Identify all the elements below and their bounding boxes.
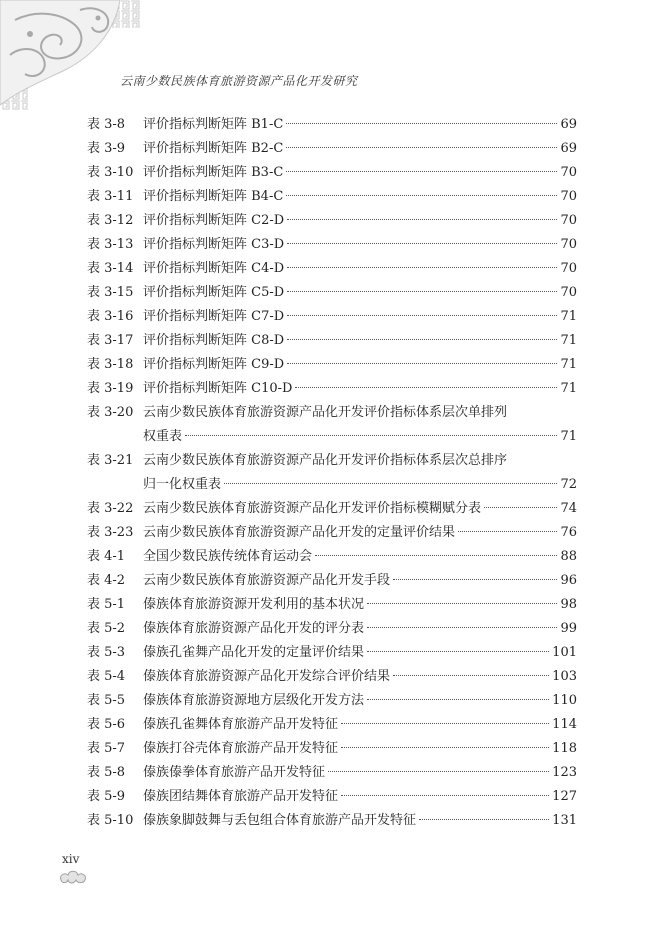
table-of-tables: [87, 113, 577, 833]
dot-leader: [287, 230, 557, 244]
toc-entry-page: 70: [560, 237, 577, 252]
toc-entry-page: 69: [560, 141, 577, 156]
dot-leader: [224, 470, 557, 484]
toc-entry-number: 表 3-16: [87, 309, 134, 324]
dot-leader: [286, 182, 557, 196]
toc-entry-number: 表 3-9: [87, 141, 126, 156]
toc-entry-title: 傣族团结舞体育旅游产品开发特征: [143, 789, 339, 804]
toc-entry-title-continuation: 归一化权重表: [143, 477, 222, 492]
toc-entry-page: 69: [560, 117, 577, 132]
toc-entry-page: 88: [560, 549, 577, 564]
dot-leader: [185, 422, 557, 436]
toc-entry-number: 表 3-19: [87, 381, 134, 396]
toc-entry-number: 表 3-10: [87, 165, 134, 180]
dot-leader: [341, 710, 549, 724]
toc-entry-number: 表 3-20: [87, 405, 134, 420]
toc-entry-title: 傣族孔雀舞产品化开发的定量评价结果: [143, 645, 365, 660]
toc-entry-title: 云南少数民族体育旅游资源产品化开发评价指标体系层次单排列: [143, 405, 508, 420]
toc-entry-page: 98: [560, 597, 577, 612]
dot-leader: [287, 206, 557, 220]
toc-entry[interactable]: [87, 377, 577, 401]
toc-entry-title: 傣族孔雀舞体育旅游产品开发特征: [143, 717, 339, 732]
dot-leader: [295, 374, 557, 388]
dot-leader: [367, 638, 549, 652]
toc-entry-page: 71: [560, 429, 577, 444]
page-number: xiv: [62, 852, 80, 866]
toc-entry-number: 表 3-12: [87, 213, 134, 228]
toc-entry-number: 表 5-2: [87, 621, 126, 636]
toc-entry-title: 云南少数民族体育旅游资源产品化开发评价指标体系层次总排序: [143, 453, 508, 468]
toc-entry-title: 评价指标判断矩阵 B2-C: [143, 141, 284, 156]
toc-entry-title: 云南少数民族体育旅游资源产品化开发的定量评价结果: [143, 525, 456, 540]
dot-leader: [367, 590, 557, 604]
toc-entry-page: 71: [560, 357, 577, 372]
toc-entry-title: 傣族体育旅游资源地方层级化开发方法: [143, 693, 365, 708]
toc-entry-number: 表 5-7: [87, 741, 126, 756]
toc-entry-title: 傣族体育旅游资源产品化开发综合评价结果: [143, 669, 391, 684]
toc-entry-title: 傣族傣拳体育旅游产品开发特征: [143, 765, 326, 780]
toc-entry-title: 傣族打谷壳体育旅游产品开发特征: [143, 741, 339, 756]
toc-entry-number: 表 3-15: [87, 285, 134, 300]
toc-entry-number: 表 5-1: [87, 597, 126, 612]
toc-entry-title: 评价指标判断矩阵 C9-D: [143, 357, 285, 372]
toc-entry-page: 96: [560, 573, 577, 588]
toc-entry-number: 表 5-6: [87, 717, 126, 732]
dot-leader: [315, 542, 557, 556]
toc-entry-title: 评价指标判断矩阵 B3-C: [143, 165, 284, 180]
toc-entry-number: 表 3-23: [87, 525, 134, 540]
dot-leader: [419, 806, 549, 820]
toc-entry-number: 表 3-8: [87, 117, 126, 132]
toc-entry-title: 评价指标判断矩阵 C4-D: [143, 261, 285, 276]
toc-entry-page: 70: [560, 285, 577, 300]
toc-entry-number: 表 4-2: [87, 573, 126, 588]
dot-leader: [287, 302, 557, 316]
toc-entry-title: 傣族体育旅游资源开发利用的基本状况: [143, 597, 365, 612]
toc-entry-page: 101: [552, 645, 577, 660]
toc-entry-page: 114: [552, 717, 577, 732]
dot-leader: [287, 278, 557, 292]
toc-entry-page: 131: [552, 813, 577, 828]
toc-entry-page: 127: [552, 789, 577, 804]
toc-entry-number: 表 3-11: [87, 189, 134, 204]
dot-leader: [287, 350, 557, 364]
dot-leader: [367, 686, 549, 700]
dot-leader: [286, 158, 557, 172]
toc-entry-number: 表 5-9: [87, 789, 126, 804]
toc-entry-title: 云南少数民族体育旅游资源产品化开发手段: [143, 573, 391, 588]
toc-entry-title: 评价指标判断矩阵 C7-D: [143, 309, 285, 324]
toc-entry-number: 表 5-4: [87, 669, 126, 684]
toc-entry-page: 110: [552, 693, 577, 708]
toc-entry-number: 表 3-21: [87, 453, 134, 468]
toc-entry-title: 评价指标判断矩阵 B1-C: [143, 117, 284, 132]
toc-entry-number: 表 5-10: [87, 813, 134, 828]
toc-entry-title: 评价指标判断矩阵 C3-D: [143, 237, 285, 252]
toc-entry-number: 表 3-13: [87, 237, 134, 252]
dot-leader: [367, 614, 557, 628]
toc-entry-page: 70: [560, 213, 577, 228]
toc-entry-title-continuation: 权重表: [143, 429, 183, 444]
toc-entry-number: 表 5-5: [87, 693, 126, 708]
toc-entry-number: 表 3-17: [87, 333, 134, 348]
dot-leader: [393, 662, 549, 676]
toc-entry-page: 71: [560, 333, 577, 348]
toc-entry-page: 71: [560, 381, 577, 396]
toc-entry-page: 99: [560, 621, 577, 636]
toc-entry-number: 表 5-8: [87, 765, 126, 780]
corner-cloud-ornament: [0, 0, 140, 110]
toc-entry-continuation[interactable]: [87, 425, 577, 449]
toc-entry-title: 全国少数民族传统体育运动会: [143, 549, 313, 564]
toc-entry-title: 评价指标判断矩阵 C8-D: [143, 333, 285, 348]
toc-entry-title: 评价指标判断矩阵 C5-D: [143, 285, 285, 300]
toc-entry-page: 76: [560, 525, 577, 540]
toc-entry-page: 74: [560, 501, 577, 516]
dot-leader: [287, 254, 557, 268]
dot-leader: [458, 518, 557, 532]
dot-leader: [341, 782, 549, 796]
toc-entry-number: 表 3-22: [87, 501, 134, 516]
toc-entry-page: 70: [560, 165, 577, 180]
toc-entry-page: 72: [560, 477, 577, 492]
dot-leader: [484, 494, 557, 508]
toc-entry-title: 傣族体育旅游资源产品化开发的评分表: [143, 621, 365, 636]
toc-entry-page: 103: [552, 669, 577, 684]
cloud-ornament-icon: [58, 868, 88, 886]
toc-entry-title: 评价指标判断矩阵 B4-C: [143, 189, 284, 204]
dot-leader: [393, 566, 557, 580]
toc-entry-page: 70: [560, 189, 577, 204]
toc-entry-page: 71: [560, 309, 577, 324]
toc-entry[interactable]: [87, 809, 577, 833]
toc-entry-title: 云南少数民族体育旅游资源产品化开发评价指标模糊赋分表: [143, 501, 482, 516]
toc-entry-title: 评价指标判断矩阵 C10-D: [143, 381, 293, 396]
toc-entry-number: 表 3-14: [87, 261, 134, 276]
dot-leader: [287, 326, 557, 340]
toc-entry-page: 118: [552, 741, 577, 756]
toc-entry-number: 表 5-3: [87, 645, 126, 660]
running-header: 云南少数民族体育旅游资源产品化开发研究: [120, 74, 358, 88]
toc-entry-page: 70: [560, 261, 577, 276]
toc-entry-number: 表 3-18: [87, 357, 134, 372]
dot-leader: [341, 734, 549, 748]
toc-entry-title: 傣族象脚鼓舞与丢包组合体育旅游产品开发特征: [143, 813, 417, 828]
dot-leader: [286, 134, 557, 148]
dot-leader: [286, 110, 557, 124]
toc-entry-title: 评价指标判断矩阵 C2-D: [143, 213, 285, 228]
toc-entry-number: 表 4-1: [87, 549, 126, 564]
dot-leader: [328, 758, 549, 772]
toc-entry-page: 123: [552, 765, 577, 780]
